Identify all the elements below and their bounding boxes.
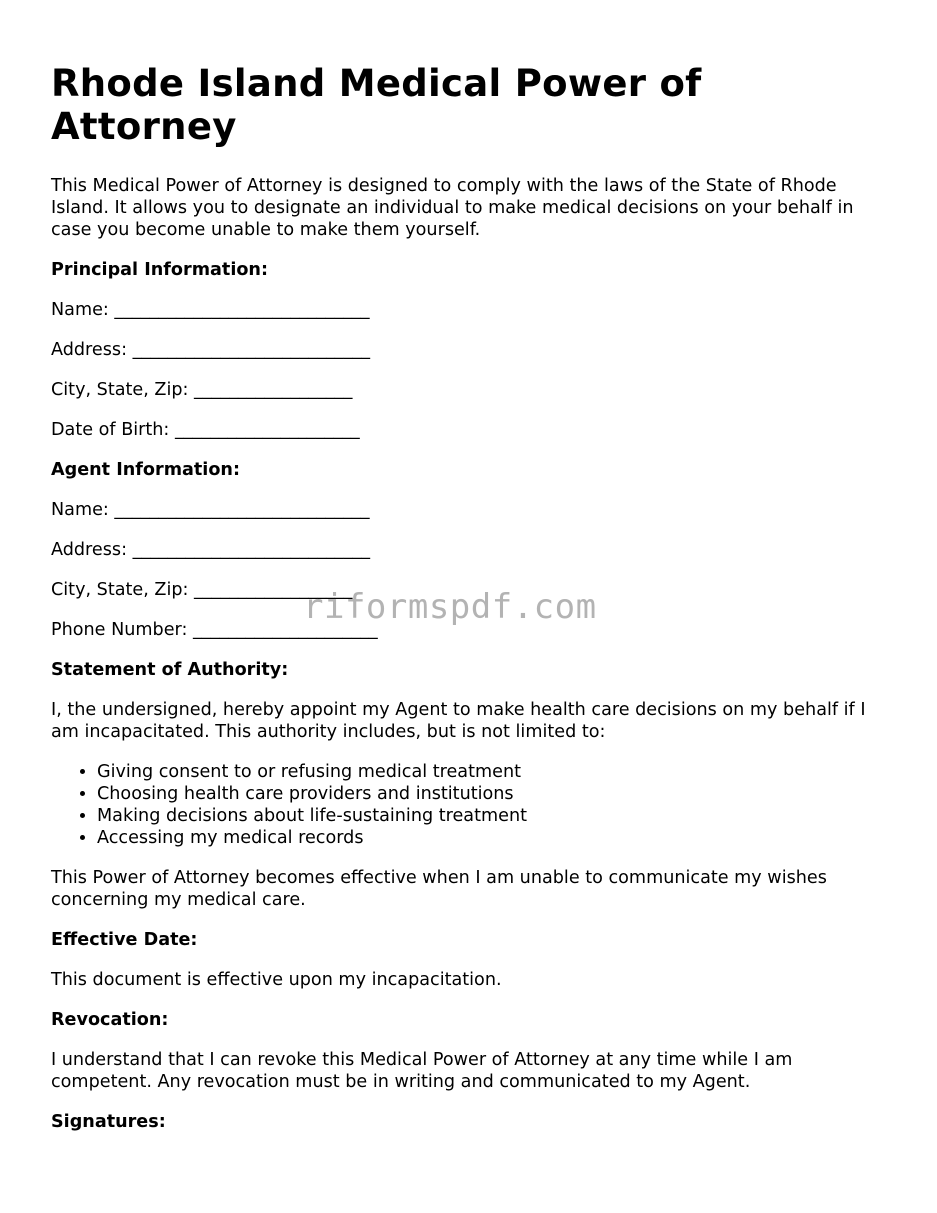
- authority-list-item: • Making decisions about life-sustaining treatment: [97, 805, 891, 827]
- authority-list-item: • Accessing my medical records: [97, 827, 891, 849]
- watermark: riformspdf.com: [303, 587, 597, 627]
- effective-date-heading: Effective Date:: [51, 930, 198, 950]
- effective-paragraph: This Power of Attorney becomes effective when I am unable to communicate my wishes concerning my medical care.: [51, 868, 827, 910]
- principal-heading: Principal Information:: [51, 260, 268, 280]
- principal-address-field: Address: ___________________________: [51, 340, 371, 360]
- agent-phone-field: Phone Number: _____________________: [51, 620, 378, 640]
- agent-address-field: Address: ___________________________: [51, 540, 371, 560]
- revocation-heading: Revocation:: [51, 1010, 169, 1030]
- intro-paragraph: This Medical Power of Attorney is designed to comply with the laws of the State of Rhode Island. It allows you to designate an individual to make medical decisions on your behalf in case you become unable to make them yourself.: [51, 176, 854, 240]
- authority-list: [51, 761, 891, 849]
- document-title: Rhode Island Medical Power of Attorney: [51, 62, 702, 148]
- principal-city-field: City, State, Zip: __________________: [51, 380, 353, 400]
- agent-city-field: City, State, Zip: __________________: [51, 580, 353, 600]
- agent-name-field: Name: _____________________________: [51, 500, 370, 520]
- authority-list-item: • Giving consent to or refusing medical treatment: [97, 761, 891, 783]
- principal-dob-field: Date of Birth: _____________________: [51, 420, 360, 440]
- authority-heading: Statement of Authority:: [51, 660, 289, 680]
- authority-paragraph: I, the undersigned, hereby appoint my Agent to make health care decisions on my behalf if I am incapacitated. This authority includes, but is not limited to:: [51, 700, 866, 742]
- agent-heading: Agent Information:: [51, 460, 240, 480]
- authority-list-item: • Choosing health care providers and institutions: [97, 783, 891, 805]
- revocation-paragraph: I understand that I can revoke this Medical Power of Attorney at any time while I am competent. Any revocation must be in writing and communicated to my Agent.: [51, 1050, 793, 1092]
- signatures-heading: Signatures:: [51, 1112, 166, 1132]
- effective-date-paragraph: This document is effective upon my incapacitation.: [51, 970, 502, 990]
- principal-name-field: Name: _____________________________: [51, 300, 370, 320]
